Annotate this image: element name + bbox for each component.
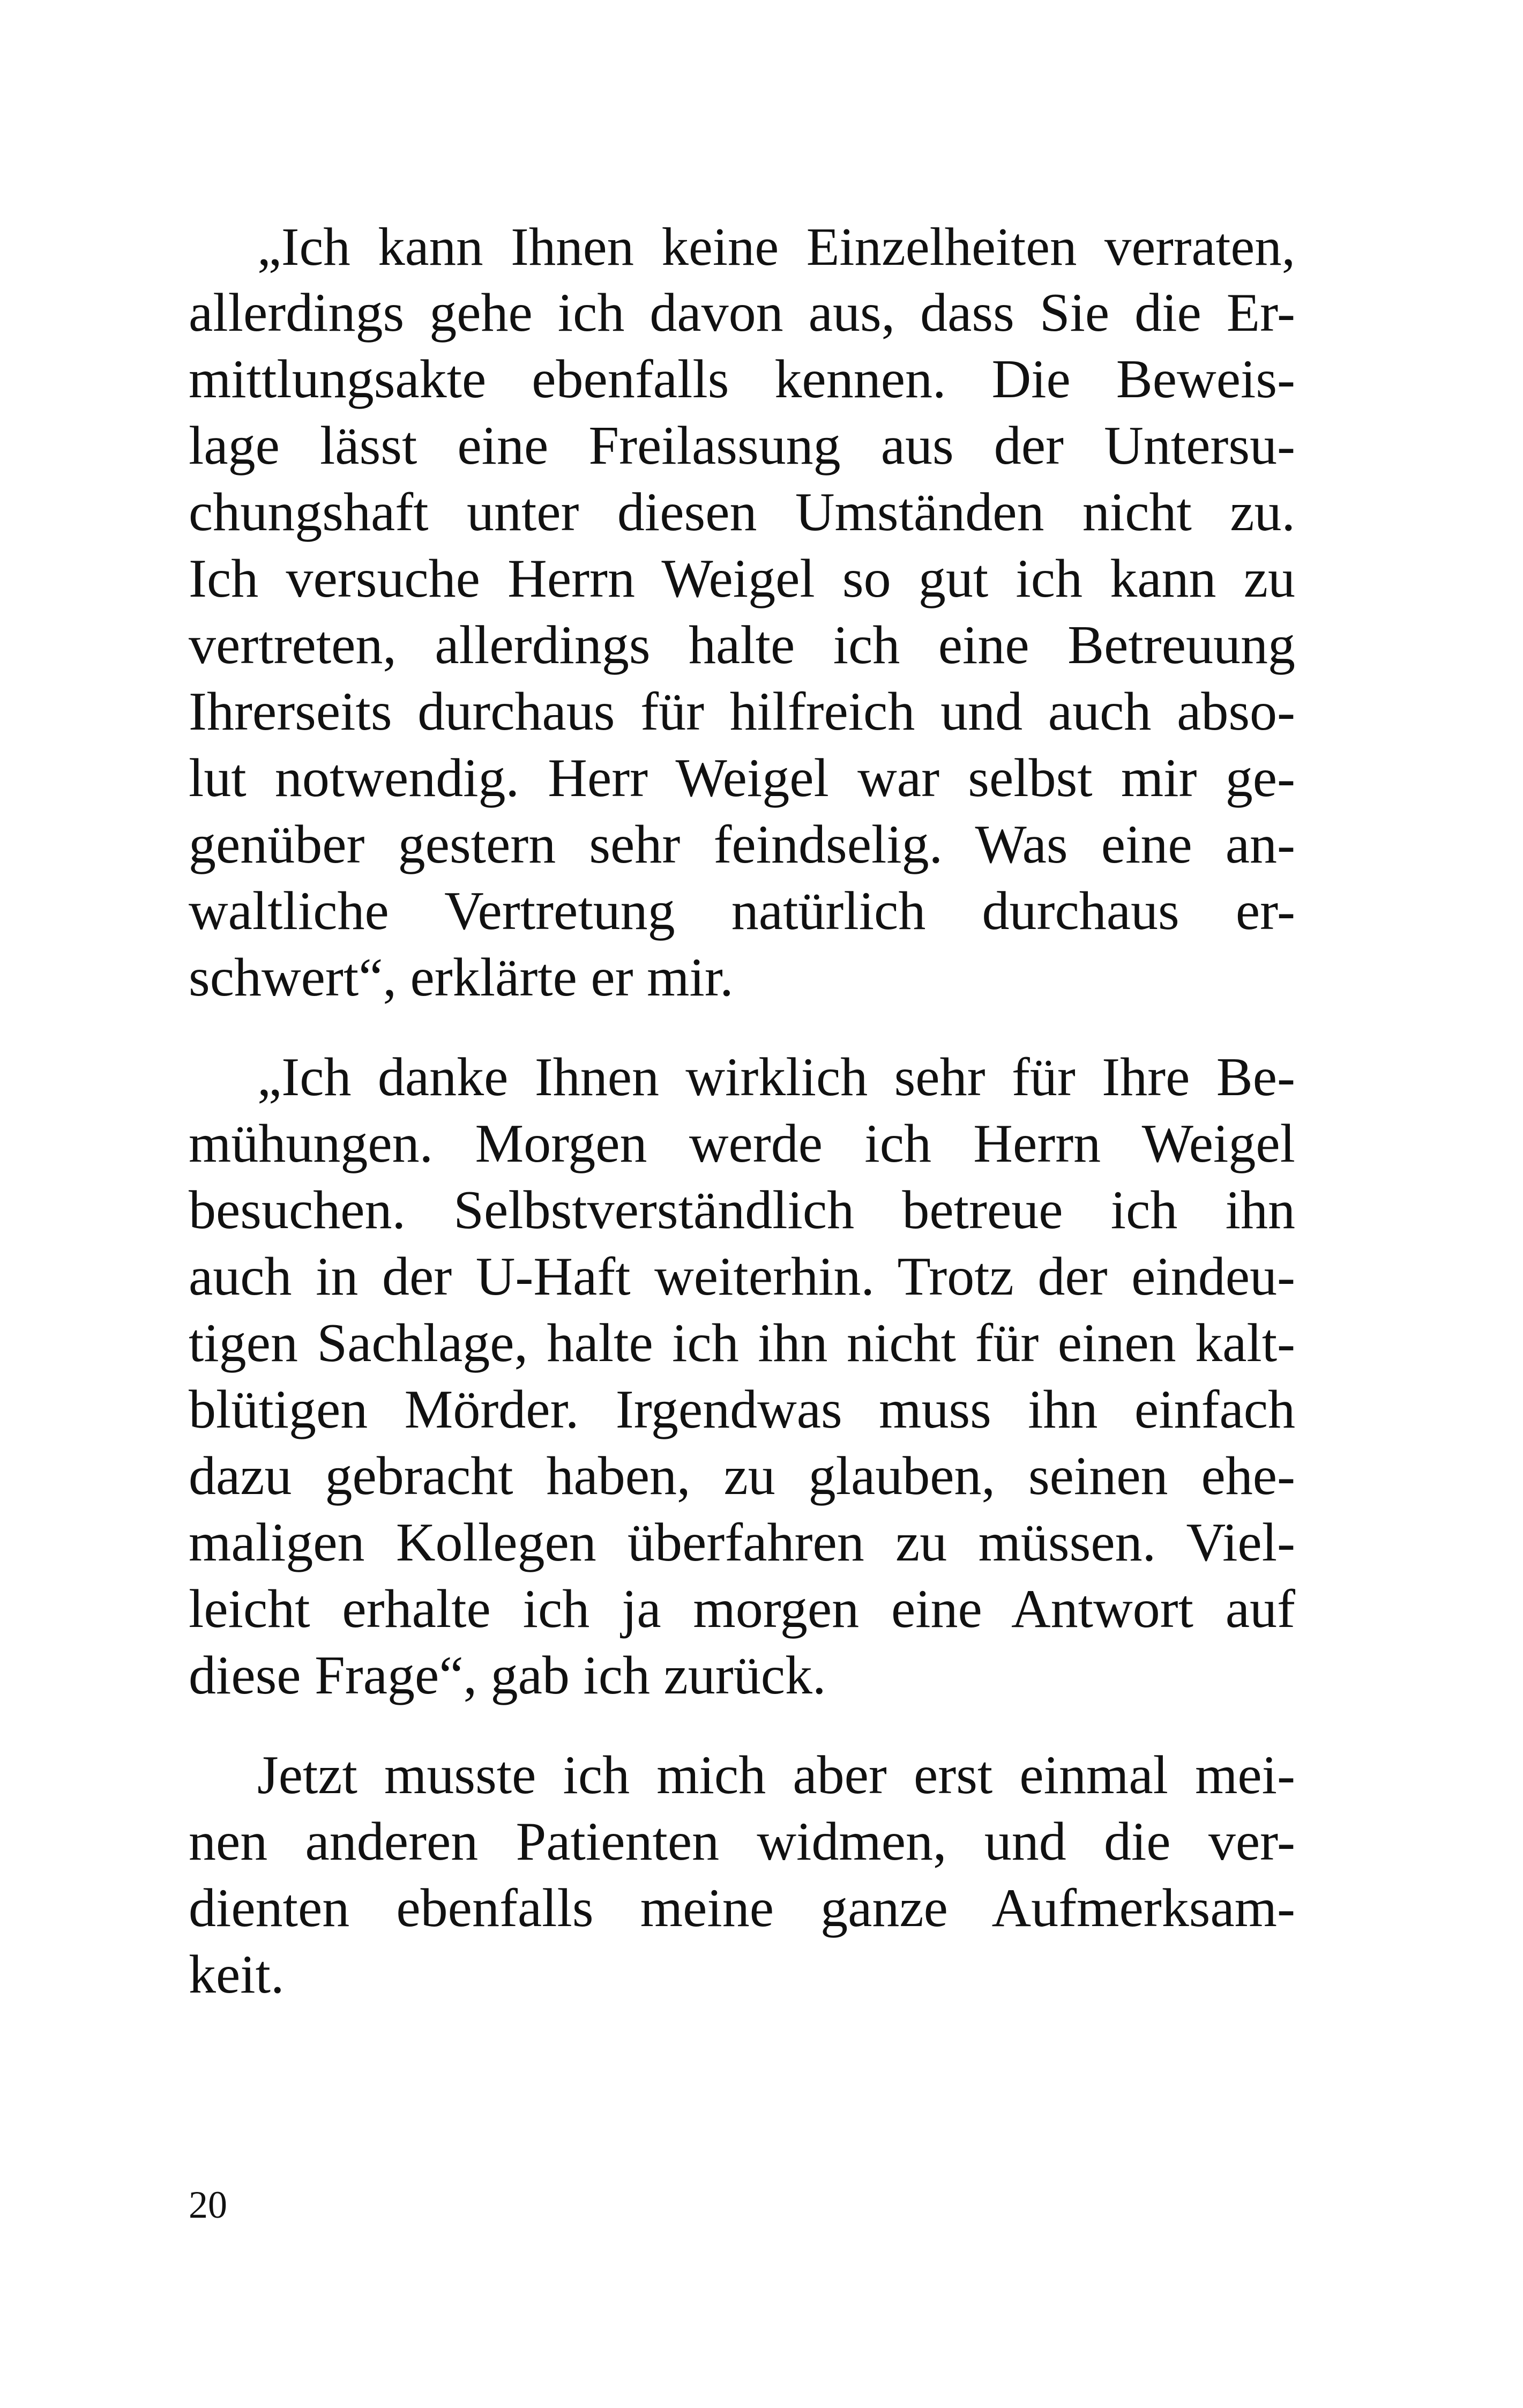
text-line: allerdings gehe ich davon aus, dass Sie die Er- — [189, 283, 1295, 343]
text-line: besuchen. Selbstverständlich betreue ich ihn — [189, 1180, 1295, 1240]
text-line: Ich versuche Herrn Weigel so gut ich kann zu — [189, 548, 1295, 609]
text-line: Ihrerseits durchaus für hilfreich und auch abso- — [189, 681, 1295, 742]
paragraph-2 — [189, 1044, 1295, 1709]
paragraph-3 — [189, 1742, 1295, 2008]
text-line: genüber gestern sehr feindselig. Was eine an- — [189, 814, 1295, 875]
text-line: Jetzt musste ich mich aber erst einmal mei- — [257, 1745, 1295, 1805]
paragraph-1 — [189, 213, 1295, 1011]
text-line: lut notwendig. Herr Weigel war selbst mir ge- — [189, 748, 1295, 808]
body-text — [189, 213, 1295, 2008]
text-line: keit. — [189, 1944, 285, 2005]
text-line: diese Frage“, gab ich zurück. — [189, 1645, 826, 1706]
text-line: leicht erhalte ich ja morgen eine Antwort auf — [189, 1579, 1295, 1639]
text-line: „Ich danke Ihnen wirklich sehr für Ihre Be- — [257, 1047, 1295, 1108]
text-line: mühungen. Morgen werde ich Herrn Weigel — [189, 1113, 1295, 1174]
paragraph-spacer — [189, 1709, 1295, 1742]
page-number: 20 — [189, 2183, 227, 2226]
text-line: tigen Sachlage, halte ich ihn nicht für einen kalt- — [189, 1313, 1295, 1373]
text-line: nen anderen Patienten widmen, und die ver- — [189, 1811, 1295, 1872]
text-line: dienten ebenfalls meine ganze Aufmerksam- — [189, 1878, 1295, 1938]
text-line: auch in der U-Haft weiterhin. Trotz der eindeu- — [189, 1246, 1295, 1307]
text-line: vertreten, allerdings halte ich eine Betreuung — [189, 615, 1295, 675]
text-line: chungshaft unter diesen Umständen nicht zu. — [189, 482, 1295, 542]
text-line: blütigen Mörder. Irgendwas muss ihn einfach — [189, 1379, 1295, 1440]
text-line: „Ich kann Ihnen keine Einzelheiten verraten, — [257, 217, 1295, 277]
text-line: schwert“, erklärte er mir. — [189, 947, 734, 1008]
text-line: dazu gebracht haben, zu glauben, seinen ehe- — [189, 1446, 1295, 1506]
text-line: mittlungsakte ebenfalls kennen. Die Beweis- — [189, 349, 1295, 410]
text-line: lage lässt eine Freilassung aus der Untersu- — [189, 415, 1295, 476]
text-line: maligen Kollegen überfahren zu müssen. Viel- — [189, 1512, 1295, 1573]
paragraph-spacer — [189, 1011, 1295, 1044]
text-line: waltliche Vertretung natürlich durchaus er- — [189, 881, 1295, 941]
